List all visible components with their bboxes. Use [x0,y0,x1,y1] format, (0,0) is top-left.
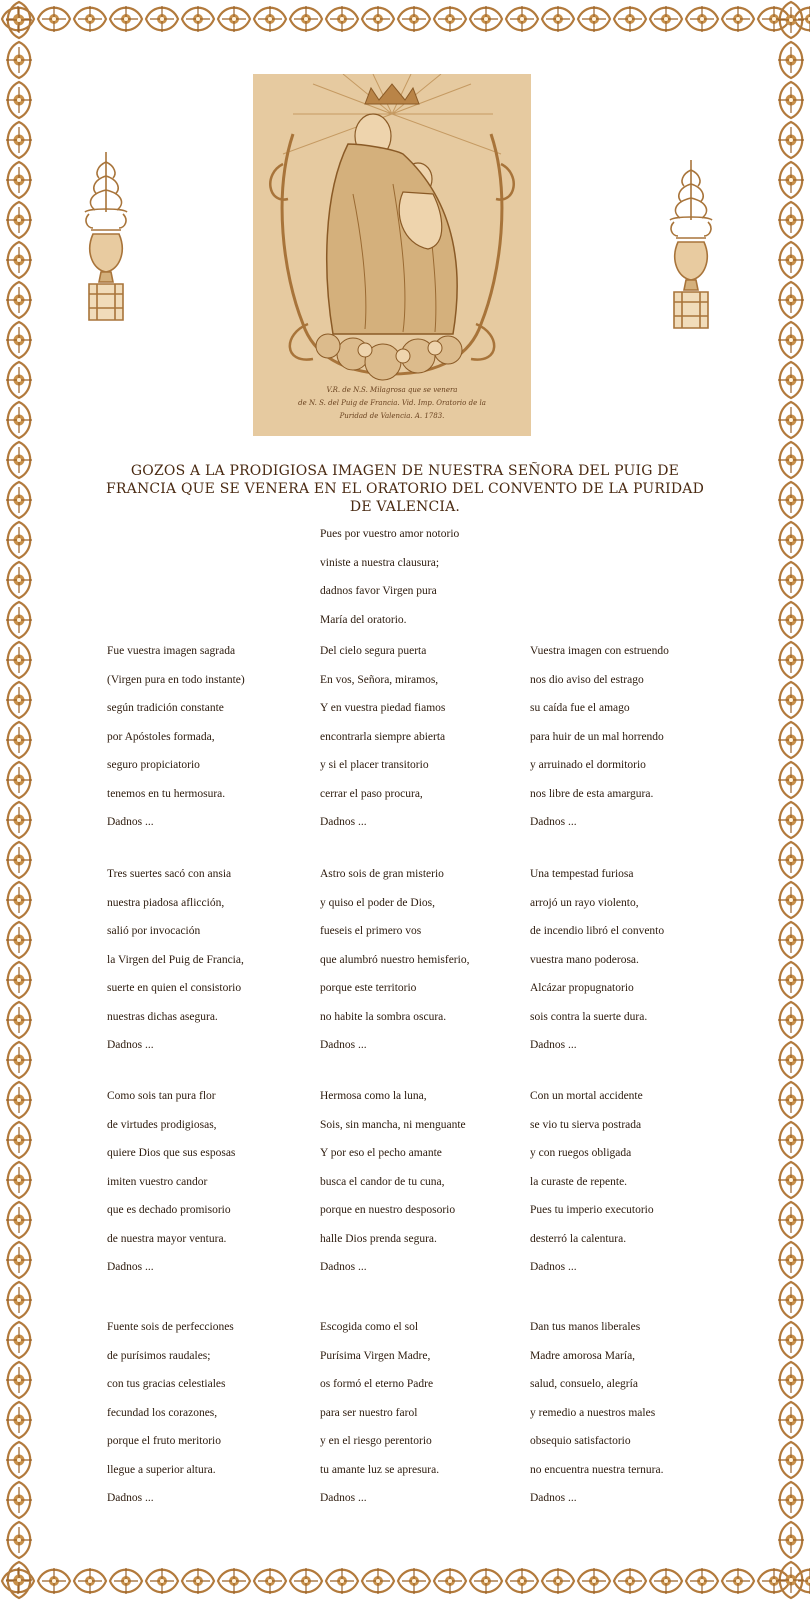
refrain-cue: Dadnos ... [107,1492,154,1504]
refrain-cue: Dadnos ... [320,1039,367,1051]
refrain-cue: Dadnos ... [107,1261,154,1273]
verse-line: busca el candor de tu cuna, [320,1175,445,1188]
stanza-r4-c2 [320,1313,525,1513]
verse-line: salud, consuelo, alegría [530,1378,638,1390]
verse-line: salió por invocación [107,925,201,937]
ornamental-vase-right-icon [660,160,722,330]
stanza-r3-c2 [320,1082,525,1282]
verse-line: según tradición constante [107,702,224,714]
refrain-cue: Dadnos ... [320,1492,367,1504]
verse-line: os formó el eterno Padre [320,1378,434,1390]
verse-line: y arruinado el dormitorio [530,759,646,771]
stanza-r1-c1 [107,637,312,837]
verse-line: Pues por vuestro amor notorio [320,528,460,540]
verse-line: Sois, sin mancha, ni menguante [320,1118,466,1131]
ornamental-vase-left-icon [75,152,137,322]
stanza-r2-c2 [320,860,525,1060]
stanza-r4-c1 [107,1313,312,1513]
verse-line: la curaste de repente. [530,1175,628,1188]
verse-line: nos libre de esta amargura. [530,787,654,800]
page-title [100,462,710,516]
engraving-caption-line-1: V.R. de N.S. Milagrosa que se venera [326,386,458,394]
verse-line: obsequio satisfactorio [530,1435,631,1447]
engraving-caption-line-3: Puridad de Valencia. A. 1783. [339,412,445,420]
verse-line: quiere Dios que sus esposas [107,1147,236,1159]
verse-line: se vio tu sierva postrada [530,1118,642,1131]
stanza-r3-c3 [530,1082,735,1282]
verse-line: Con un mortal accidente [530,1090,643,1102]
refrain-cue: Dadnos ... [530,1261,577,1273]
verse-line: (Virgen pura en todo instante) [107,673,245,686]
verse-line: En vos, Señora, miramos, [320,673,439,686]
verse-line: encontrarla siempre abierta [320,730,446,743]
verse-line: Tres suertes sacó con ansia [107,868,232,880]
verse-line: que es dechado promisorio [107,1204,231,1216]
verse-line: Alcázar propugnatorio [530,982,634,994]
title-line: FRANCIA QUE SE VENERA EN EL ORATORIO DEL CONVENTO DE LA PURIDAD [105,481,705,497]
verse-line: para ser nuestro farol [320,1406,418,1419]
verse-line: Una tempestad furiosa [530,868,634,880]
stanza-r4-c3 [530,1313,735,1513]
verse-line: y con ruegos obligada [530,1147,632,1159]
verse-line: Vuestra imagen con estruendo [530,645,669,657]
verse-line: de incendio libró el convento [530,925,665,937]
verse-line: por Apóstoles formada, [107,730,215,743]
verse-line: porque este territorio [320,982,417,994]
verse-line: de purísimos raudales; [107,1349,211,1362]
verse-line: fecundad los corazones, [107,1406,218,1419]
verse-line: de virtudes prodigiosas, [107,1118,217,1131]
verse-line: desterró la calentura. [530,1232,627,1245]
ornamental-border-left [0,0,38,1600]
verse-line: la Virgen del Puig de Francia, [107,953,244,966]
verse-line: fueseis el primero vos [320,925,422,937]
stanza-r2-c3 [530,860,735,1060]
refrain-cue: Dadnos ... [530,816,577,828]
stanza-r1-c2 [320,637,525,837]
verse-line: Madre amorosa María, [530,1349,636,1362]
verse-line: porque el fruto meritorio [107,1435,222,1447]
verse-line: Dan tus manos liberales [530,1321,641,1333]
verse-line: seguro propiciatorio [107,759,200,771]
title-line: DE VALENCIA. [349,499,461,515]
verse-line: nuestras dichas asegura. [107,1010,218,1023]
verse-line: y en el riesgo perentorio [320,1435,432,1447]
verse-line: dadnos favor Virgen pura [320,585,437,597]
refrain-cue: Dadnos ... [320,1261,367,1273]
verse-line: Escogida como el sol [320,1321,419,1333]
verse-line: suerte en quien el consistorio [107,982,242,994]
verse-line: su caída fue el amago [530,702,630,714]
verse-line: con tus gracias celestiales [107,1378,226,1390]
verse-line: imiten vuestro candor [107,1175,208,1188]
verse-line: no encuentra nuestra ternura. [530,1463,664,1476]
refrain-cue: Dadnos ... [107,1039,154,1051]
verse-line: nos dio aviso del estrago [530,673,644,686]
stanza-r3-c1 [107,1082,312,1282]
verse-line: María del oratorio. [320,613,407,626]
verse-line: Hermosa como la luna, [320,1090,427,1102]
ornamental-border-top [0,0,810,38]
verse-line: Como sois tan pura flor [107,1090,216,1102]
stanza-r2-c1 [107,860,312,1060]
ornamental-border-bottom [0,1562,810,1600]
stanza-r1-c3 [530,637,735,837]
title-line: GOZOS A LA PRODIGIOSA IMAGEN DE NUESTRA SEÑORA DEL PUIG DE [130,463,680,479]
verse-line: Fuente sois de perfecciones [107,1321,234,1333]
verse-line: que alumbró nuestro hemisferio, [320,953,470,966]
verse-line: Fue vuestra imagen sagrada [107,645,236,657]
refrain-cue: Dadnos ... [107,816,154,828]
verse-line: Del cielo segura puerta [320,645,427,657]
verse-line: halle Dios prenda segura. [320,1232,437,1245]
verse-line: Astro sois de gran misterio [320,868,444,880]
verse-line: y quiso el poder de Dios, [320,896,435,909]
refrain-cue: Dadnos ... [320,816,367,828]
verse-line: para huir de un mal horrendo [530,730,664,743]
verse-line: vuestra mano poderosa. [530,953,639,966]
verse-line: Y por eso el pecho amante [320,1147,442,1159]
verse-line: tenemos en tu hermosura. [107,787,226,800]
verse-line: no habite la sombra oscura. [320,1010,447,1023]
verse-line: Purísima Virgen Madre, [320,1349,431,1362]
verse-line: viniste a nuestra clausura; [320,556,440,569]
verse-line: de nuestra mayor ventura. [107,1232,227,1245]
ornamental-border-right [772,0,810,1600]
estribillo-stanza [320,520,525,634]
virgin-engraving-image [253,74,531,436]
verse-line: Pues tu imperio executorio [530,1204,654,1216]
verse-line: Y en vuestra piedad fiamos [320,702,446,714]
verse-line: sois contra la suerte dura. [530,1010,648,1023]
verse-line: y si el placer transitorio [320,759,429,771]
refrain-cue: Dadnos ... [530,1492,577,1504]
verse-line: llegue a superior altura. [107,1463,216,1476]
verse-line: porque en nuestro desposorio [320,1204,456,1216]
verse-line: nuestra piadosa aflicción, [107,896,225,909]
verse-line: tu amante luz se apresura. [320,1463,440,1476]
engraving-caption-line-2: de N. S. del Puig de Francia. Vid. Imp. Oratorio de la [298,399,486,407]
verse-line: y remedio a nuestros males [530,1406,656,1419]
verse-line: cerrar el paso procura, [320,787,423,800]
verse-line: arrojó un rayo violento, [530,896,639,909]
refrain-cue: Dadnos ... [530,1039,577,1051]
